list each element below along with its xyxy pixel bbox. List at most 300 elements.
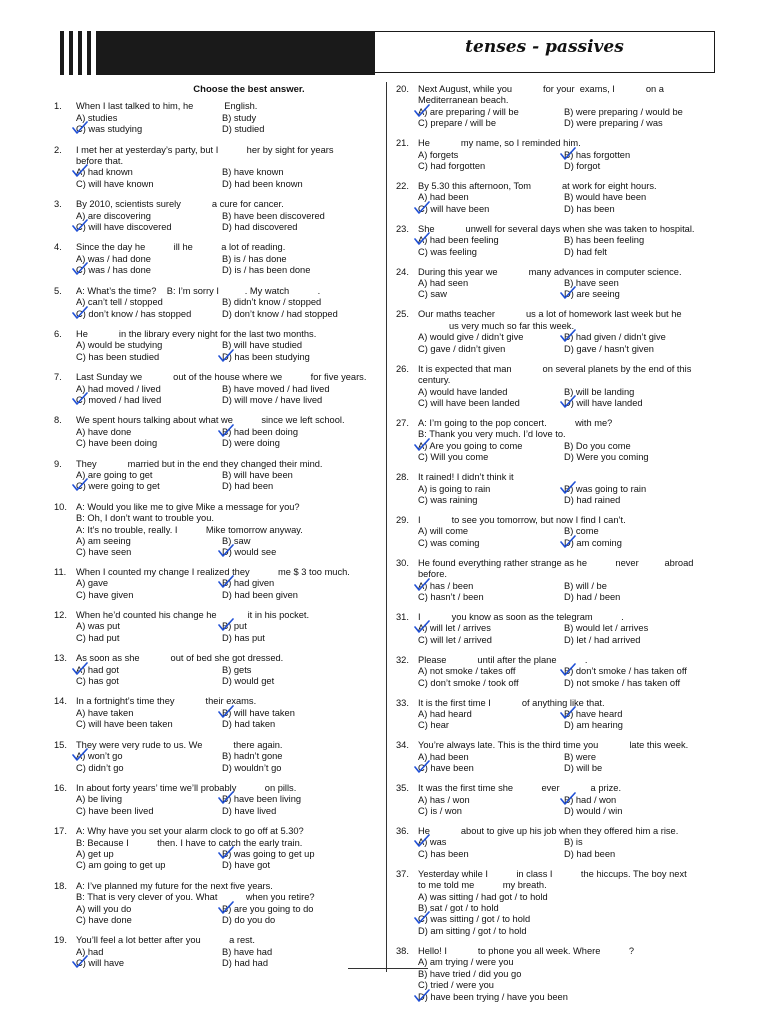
question-stem: Since the day he ill he a lot of reading. <box>76 242 286 253</box>
answer-option-text: B) will have taken <box>222 707 295 718</box>
question-stem: I to see you tomorrow, but now I find I can’t. <box>418 514 626 525</box>
answer-option-text: C) have been <box>418 763 474 774</box>
answer-option[interactable] <box>222 915 374 926</box>
answer-option[interactable] <box>76 590 222 601</box>
question-stem: He found everything rather strange as he never abroad <box>418 557 694 568</box>
answer-option[interactable] <box>564 720 716 731</box>
answer-option[interactable] <box>418 538 564 549</box>
left-column <box>54 84 374 979</box>
question-number: 30. <box>396 557 409 568</box>
answer-option[interactable] <box>418 107 564 118</box>
question-31 <box>396 612 716 646</box>
answer-option-text: D) had / been <box>564 591 621 602</box>
answer-option[interactable] <box>564 592 716 603</box>
answer-option[interactable] <box>564 763 716 774</box>
answer-option[interactable] <box>76 211 222 222</box>
answer-option[interactable] <box>222 633 374 644</box>
answer-option[interactable] <box>222 947 374 958</box>
answer-option[interactable] <box>564 150 716 161</box>
answer-options <box>418 666 716 689</box>
question-2 <box>54 145 374 191</box>
answer-option-text: D) had discovered <box>222 222 298 233</box>
answer-option[interactable] <box>564 441 716 452</box>
question-stem: I you know as soon as the telegram . <box>418 611 624 622</box>
answer-option-text: D) am sitting / got / to hold <box>418 925 527 936</box>
question-number: 12. <box>54 610 67 621</box>
answer-option[interactable] <box>418 118 564 129</box>
answer-option-text: A) had got <box>76 664 119 675</box>
question-stem: It is the first time I of anything like that. <box>418 697 605 708</box>
answer-option[interactable] <box>564 795 716 806</box>
answer-option-text: B) study <box>222 112 257 123</box>
right-column <box>396 84 716 1012</box>
answer-option[interactable] <box>222 794 374 805</box>
answer-option-text: A) be living <box>76 794 122 805</box>
answer-option[interactable] <box>418 161 564 172</box>
question-number: 18. <box>54 880 67 891</box>
question-number: 10. <box>54 501 67 512</box>
answer-option[interactable] <box>76 676 222 687</box>
answer-option-text: D) will have landed <box>564 397 643 408</box>
question-number: 11. <box>54 566 67 577</box>
question-stem: century. <box>418 375 451 386</box>
question-number: 14. <box>54 696 67 707</box>
question-stem: B: That is very clever of you. What when you retire? <box>76 892 315 903</box>
answer-option[interactable] <box>222 719 374 730</box>
answer-option-text: D) had been <box>222 481 274 492</box>
answer-option[interactable] <box>418 709 564 720</box>
answer-options <box>76 113 374 136</box>
answer-option-text: D) is / has been done <box>222 265 311 276</box>
answer-option[interactable] <box>222 806 374 817</box>
answer-option[interactable] <box>418 398 564 409</box>
answer-option[interactable] <box>418 278 564 289</box>
answer-option[interactable] <box>76 578 222 589</box>
answer-option[interactable] <box>564 484 716 495</box>
answer-option-text: A) Are you going to come <box>418 440 523 451</box>
answer-options <box>418 581 716 604</box>
answer-option-text: C) saw <box>418 289 447 300</box>
answer-option[interactable] <box>222 352 374 363</box>
answer-option[interactable] <box>76 340 222 351</box>
answer-option-text: A) not smoke / takes off <box>418 666 516 677</box>
answer-option-text: A) is going to rain <box>418 483 491 494</box>
question-number: 16. <box>54 782 67 793</box>
question-35 <box>396 783 716 817</box>
question-number: 37. <box>396 868 409 879</box>
answer-option-text: B) is / has done <box>222 253 287 264</box>
answer-option[interactable] <box>564 161 716 172</box>
answer-option[interactable] <box>418 903 716 914</box>
answer-options <box>76 904 374 927</box>
question-number: 38. <box>396 945 409 956</box>
answer-option-text: A) was put <box>76 621 120 632</box>
answer-option[interactable] <box>418 332 564 343</box>
answer-option[interactable] <box>222 481 374 492</box>
answer-option[interactable] <box>76 806 222 817</box>
answer-option[interactable] <box>564 192 716 203</box>
answer-option-text: A) would be studying <box>76 340 163 351</box>
answer-option[interactable] <box>564 118 716 129</box>
answer-option[interactable] <box>76 947 222 958</box>
answer-option[interactable] <box>222 309 374 320</box>
answer-option-text: C) will have discovered <box>76 222 172 233</box>
answer-options <box>418 892 716 938</box>
answer-option-text: B) is <box>564 837 583 848</box>
answer-option[interactable] <box>76 621 222 632</box>
answer-option[interactable] <box>76 167 222 178</box>
question-stem: B: Thank you very much. I’d love to. <box>418 429 566 440</box>
answer-option[interactable] <box>564 495 716 506</box>
answer-option[interactable] <box>76 708 222 719</box>
answer-options <box>76 536 374 559</box>
answer-option[interactable] <box>564 635 716 646</box>
answer-option[interactable] <box>76 904 222 915</box>
answer-option[interactable] <box>222 427 374 438</box>
answer-option[interactable] <box>418 992 716 1003</box>
answer-option[interactable] <box>222 578 374 589</box>
answer-option[interactable] <box>418 495 564 506</box>
answer-option-text: B) Do you come <box>564 440 631 451</box>
question-number: 29. <box>396 514 409 525</box>
answer-options <box>418 278 716 301</box>
answer-option-text: C) were going to get <box>76 481 160 492</box>
answer-option[interactable] <box>222 340 374 351</box>
answer-option[interactable] <box>564 752 716 763</box>
question-number: 6. <box>54 328 62 339</box>
question-stem: She unwell for several days when she was taken to hospital. <box>418 223 695 234</box>
answer-option[interactable] <box>222 124 374 135</box>
answer-option-text: C) was raining <box>418 494 478 505</box>
answer-option[interactable] <box>564 247 716 258</box>
answer-options <box>76 708 374 731</box>
answer-option[interactable] <box>76 547 222 558</box>
question-number: 34. <box>396 740 409 751</box>
answer-option-text: C) was coming <box>418 537 480 548</box>
answer-option-text: D) would see <box>222 547 277 558</box>
question-number: 17. <box>54 826 67 837</box>
question-37 <box>396 869 716 937</box>
answer-option[interactable] <box>222 547 374 558</box>
instructions: Choose the best answer. <box>193 84 305 95</box>
answer-option[interactable] <box>418 192 564 203</box>
answer-option[interactable] <box>418 623 564 634</box>
answer-option[interactable] <box>418 720 564 731</box>
answer-option[interactable] <box>418 892 716 903</box>
answer-option[interactable] <box>76 763 222 774</box>
question-stem: As soon as she out of bed she got dressed. <box>76 653 284 664</box>
answer-option[interactable] <box>76 915 222 926</box>
answer-option[interactable] <box>222 536 374 547</box>
answer-option[interactable] <box>222 751 374 762</box>
question-stem: In a fortnight’s time they their exams. <box>76 696 257 707</box>
answer-option-text: C) don’t smoke / took off <box>418 677 519 688</box>
answer-option[interactable] <box>76 536 222 547</box>
question-stem: By 2010, scientists surely a cure for cancer. <box>76 199 284 210</box>
answer-option[interactable] <box>222 167 374 178</box>
answer-option[interactable] <box>418 289 564 300</box>
question-23 <box>396 224 716 258</box>
answer-option[interactable] <box>418 926 716 937</box>
answer-option[interactable] <box>76 427 222 438</box>
question-17 <box>54 826 374 872</box>
answer-option-text: B) had / won <box>564 794 617 805</box>
answer-option[interactable] <box>564 344 716 355</box>
question-13 <box>54 653 374 687</box>
question-stem: to me told me my breath. <box>418 880 547 891</box>
answer-option-text: C) have seen <box>76 547 132 558</box>
question-stem: Hello! I to phone you all week. Where ? <box>418 945 634 956</box>
answer-option-text: A) am seeing <box>76 536 131 546</box>
answer-option[interactable] <box>222 384 374 395</box>
answer-option-text: C) am going to get up <box>76 860 166 871</box>
answer-options <box>418 957 716 1003</box>
answer-option[interactable] <box>222 254 374 265</box>
question-number: 9. <box>54 458 62 469</box>
answer-option[interactable] <box>564 666 716 677</box>
answer-option[interactable] <box>418 592 564 603</box>
answer-option[interactable] <box>222 265 374 276</box>
answer-option[interactable] <box>418 150 564 161</box>
answer-option[interactable] <box>418 441 564 452</box>
answer-option[interactable] <box>76 719 222 730</box>
answer-option-text: D) had been <box>564 848 616 859</box>
question-6 <box>54 329 374 363</box>
answer-option[interactable] <box>564 678 716 689</box>
answer-option[interactable] <box>418 837 564 848</box>
answer-option-text: A) gave <box>76 578 109 589</box>
answer-option[interactable] <box>222 222 374 233</box>
answer-option-text: C) tried / were you <box>418 980 494 991</box>
answer-options <box>418 526 716 549</box>
answer-option-text: C) was studying <box>76 124 143 135</box>
answer-options <box>418 441 716 464</box>
answer-option[interactable] <box>418 957 716 968</box>
question-number: 4. <box>54 242 62 253</box>
answer-option-text: C) had forgotten <box>418 161 486 172</box>
answer-option[interactable] <box>418 980 716 991</box>
answer-option-text: A) have done <box>76 426 132 437</box>
answer-options <box>418 150 716 173</box>
question-stem: Last Sunday we out of the house where we for five years. <box>76 372 367 383</box>
question-1 <box>54 101 374 135</box>
answer-option[interactable] <box>76 633 222 644</box>
answer-option-text: D) will move / have lived <box>222 394 323 405</box>
answer-option[interactable] <box>418 795 564 806</box>
question-stem: It is expected that man on several planets by the end of this <box>418 363 692 374</box>
answer-option[interactable] <box>418 247 564 258</box>
question-3 <box>54 199 374 233</box>
answer-option[interactable] <box>76 222 222 233</box>
answer-option[interactable] <box>564 332 716 343</box>
question-number: 23. <box>396 223 409 234</box>
answer-option-text: C) was sitting / got / to hold <box>418 914 531 925</box>
answer-option[interactable] <box>76 124 222 135</box>
answer-option[interactable] <box>418 678 564 689</box>
question-5 <box>54 286 374 320</box>
question-stem: When I counted my change I realized they me $ 3 too much. <box>76 566 350 577</box>
answer-option[interactable] <box>564 623 716 634</box>
answer-option[interactable] <box>564 849 716 860</box>
answer-option[interactable] <box>418 204 564 215</box>
answer-option[interactable] <box>564 837 716 848</box>
answer-option[interactable] <box>418 235 564 246</box>
answer-option[interactable] <box>76 438 222 449</box>
answer-option[interactable] <box>222 665 374 676</box>
answer-option-text: A) will you do <box>76 903 132 914</box>
answer-option-text: C) prepare / will be <box>418 118 497 129</box>
question-number: 13. <box>54 653 67 664</box>
answer-option[interactable] <box>76 297 222 308</box>
answer-options <box>418 837 716 860</box>
answer-options <box>76 211 374 234</box>
answer-options <box>418 107 716 130</box>
answer-option-text: A) had been feeling <box>418 235 499 246</box>
answer-option[interactable] <box>418 484 564 495</box>
answer-option[interactable] <box>564 278 716 289</box>
answer-option-text: B) have heard <box>564 709 623 719</box>
answer-option[interactable] <box>222 297 374 308</box>
answer-option[interactable] <box>564 538 716 549</box>
answer-option[interactable] <box>222 179 374 190</box>
answer-option[interactable] <box>564 289 716 300</box>
answer-option-text: A) will let / arrives <box>418 623 491 634</box>
answer-option-text: A) will come <box>418 526 469 537</box>
answer-option[interactable] <box>222 763 374 774</box>
answer-option[interactable] <box>564 709 716 720</box>
question-stem: It was the first time she ever a prize. <box>418 783 622 794</box>
answer-options <box>418 709 716 732</box>
answer-option[interactable] <box>418 806 564 817</box>
answer-option-text: D) had taken <box>222 719 276 730</box>
answer-option[interactable] <box>222 621 374 632</box>
answer-option[interactable] <box>222 708 374 719</box>
answer-option[interactable] <box>76 395 222 406</box>
answer-option[interactable] <box>76 179 222 190</box>
answer-option[interactable] <box>418 581 564 592</box>
answer-option[interactable] <box>76 860 222 871</box>
answer-option-text: C) have been lived <box>76 805 154 816</box>
question-19 <box>54 935 374 969</box>
question-number: 22. <box>396 181 409 192</box>
answer-option[interactable] <box>222 438 374 449</box>
answer-option[interactable] <box>76 254 222 265</box>
answer-option[interactable] <box>418 752 564 763</box>
answer-option[interactable] <box>418 526 564 537</box>
answer-option[interactable] <box>564 107 716 118</box>
answer-option[interactable] <box>418 849 564 860</box>
answer-options <box>76 794 374 817</box>
question-27 <box>396 418 716 464</box>
answer-option[interactable] <box>76 665 222 676</box>
question-number: 7. <box>54 372 62 383</box>
answer-option[interactable] <box>222 211 374 222</box>
answer-option-text: D) have been trying / have you been <box>418 991 568 1002</box>
answer-option[interactable] <box>418 763 564 774</box>
question-number: 35. <box>396 783 409 794</box>
question-8 <box>54 415 374 449</box>
question-14 <box>54 696 374 730</box>
answer-option-text: C) will have been landed <box>418 397 520 408</box>
answer-option[interactable] <box>76 849 222 860</box>
answer-option[interactable] <box>564 526 716 537</box>
answer-option[interactable] <box>564 581 716 592</box>
answer-option[interactable] <box>564 452 716 463</box>
answer-option[interactable] <box>564 398 716 409</box>
answer-option[interactable] <box>418 666 564 677</box>
question-number: 15. <box>54 739 67 750</box>
answer-option-text: C) didn’t go <box>76 762 124 773</box>
answer-option-text: C) has been studied <box>76 351 160 362</box>
answer-option[interactable] <box>222 590 374 601</box>
answer-option[interactable] <box>76 113 222 124</box>
answer-option[interactable] <box>76 309 222 320</box>
question-number: 31. <box>396 611 409 622</box>
answer-option[interactable] <box>76 958 222 969</box>
answer-option[interactable] <box>76 265 222 276</box>
answer-option[interactable] <box>76 481 222 492</box>
answer-options <box>76 849 374 872</box>
answer-option-text: B) gets <box>222 664 252 675</box>
answer-option-text: D) don’t know / had stopped <box>222 308 338 319</box>
answer-option[interactable] <box>564 806 716 817</box>
question-11 <box>54 567 374 601</box>
answer-option-text: C) was / has done <box>76 265 151 276</box>
question-38 <box>396 946 716 1003</box>
answer-option-text: B) had given <box>222 578 275 589</box>
answer-option[interactable] <box>564 387 716 398</box>
answer-option[interactable] <box>222 904 374 915</box>
answer-option[interactable] <box>222 958 374 969</box>
answer-option[interactable] <box>418 969 716 980</box>
answer-option-text: C) will have <box>76 958 125 969</box>
answer-option[interactable] <box>76 384 222 395</box>
question-18 <box>54 881 374 927</box>
answer-option[interactable] <box>222 470 374 481</box>
answer-option[interactable] <box>564 235 716 246</box>
question-7 <box>54 372 374 406</box>
question-20 <box>396 84 716 130</box>
answer-option[interactable] <box>222 676 374 687</box>
answer-option-text: C) have done <box>76 914 132 925</box>
answer-option[interactable] <box>222 395 374 406</box>
answer-option[interactable] <box>418 452 564 463</box>
answer-option[interactable] <box>418 344 564 355</box>
answer-option[interactable] <box>76 470 222 481</box>
answer-option[interactable] <box>222 849 374 860</box>
answer-option-text: B) didn’t know / stopped <box>222 297 322 308</box>
answer-option[interactable] <box>76 794 222 805</box>
answer-option-text: B) have had <box>222 946 273 957</box>
answer-option-text: D) do you do <box>222 914 276 925</box>
question-number: 20. <box>396 84 409 94</box>
answer-option[interactable] <box>418 635 564 646</box>
question-number: 33. <box>396 697 409 708</box>
answer-option[interactable] <box>222 113 374 124</box>
answer-option-text: C) gave / didn’t given <box>418 343 506 354</box>
answer-option-text: B) come <box>564 526 599 537</box>
answer-option[interactable] <box>76 352 222 363</box>
answer-option[interactable] <box>222 860 374 871</box>
question-12 <box>54 610 374 644</box>
question-stem: Yesterday while I in class I the hiccups. The boy next <box>418 868 687 879</box>
answer-option[interactable] <box>564 204 716 215</box>
answer-option[interactable] <box>418 387 564 398</box>
question-stem: A: What’s the time? B: I’m sorry I . My watch . <box>76 285 321 296</box>
answer-option[interactable] <box>418 914 716 925</box>
question-number: 8. <box>54 415 62 426</box>
answer-option[interactable] <box>76 751 222 762</box>
